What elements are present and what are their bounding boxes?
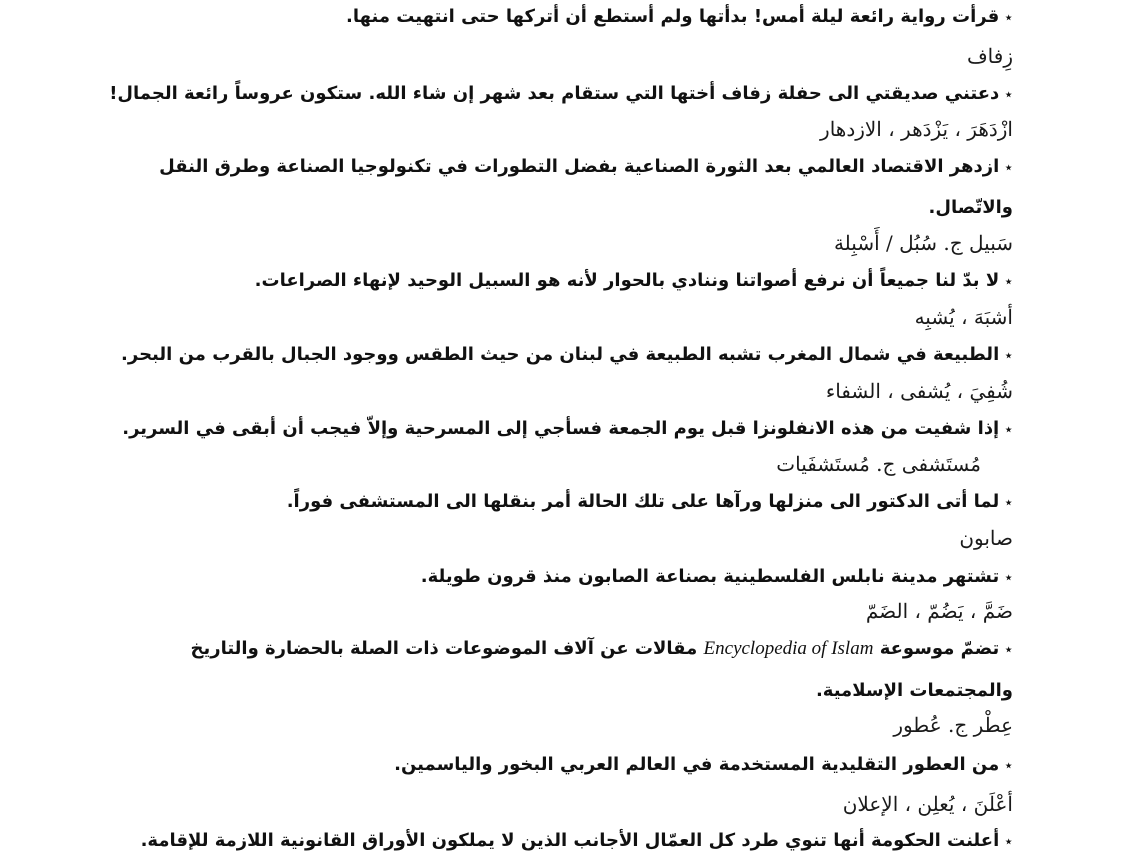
star-bullet-icon: ⋆ xyxy=(1004,570,1013,586)
star-bullet-icon: ⋆ xyxy=(1004,274,1013,290)
example-continuation: والاتّصال. xyxy=(928,197,1013,218)
vocabulary-word: صابون xyxy=(959,526,1013,550)
example-sentence xyxy=(346,6,1013,27)
example-text: من العطور التقليدية المستخدمة في العالم العربي البخور والياسمين. xyxy=(394,754,1000,775)
example-text: أعلنت الحكومة أنها تنوي طرد كل العمّال الأجانب الذين لا يملكون الأوراق القانونية اللازمة للإقامة. xyxy=(140,830,1000,851)
example-text: ازدهر الاقتصاد العالمي بعد الثورة الصناعية بفضل التطورات في تكنولوجيا الصناعة وطرق النقل xyxy=(159,156,1000,177)
example-continuation: والمجتمعات الإسلامية. xyxy=(815,680,1013,701)
example-text: دعتني صديقتي الى حفلة زفاف أختها التي ستقام بعد شهر إن شاء الله. ستكون عروساً رائعة الجمال! xyxy=(109,83,1000,104)
star-bullet-icon: ⋆ xyxy=(1004,348,1013,364)
example-text: قرأت رواية رائعة ليلة أمس! بدأتها ولم أستطع أن أتركها حتى انتهيت منها. xyxy=(346,6,1000,27)
example-sentence xyxy=(394,754,1013,775)
example-text: الطبيعة في شمال المغرب تشبه الطبيعة في لبنان من حيث الطقس ووجود الجبال بالقرب من البحر. xyxy=(121,344,1000,365)
example-sentence xyxy=(287,491,1013,512)
example-text: لا بدّ لنا جميعاً أن نرفع أصواتنا وننادي بالحوار لأنه هو السبيل الوحيد لإنهاء الصراعات. xyxy=(254,270,1000,291)
example-sentence xyxy=(255,270,1013,291)
example-sentence xyxy=(121,344,1013,365)
vocabulary-word: عِطْر ج. عُطور xyxy=(893,713,1013,737)
star-bullet-icon: ⋆ xyxy=(1004,87,1013,103)
vocabulary-word: ضَمَّ ، يَضُمّ ، الضَمّ xyxy=(865,599,1013,623)
example-sentence xyxy=(109,83,1013,104)
vocabulary-word: ازْدَهَرَ ، يَزْدَهر ، الازدهار xyxy=(820,117,1013,141)
star-bullet-icon: ⋆ xyxy=(1004,642,1013,658)
example-text-after: مقالات عن آلاف الموضوعات ذات الصلة بالحضارة والتاريخ xyxy=(190,638,698,659)
vocabulary-word: أشبَهَ ، يُشبِه xyxy=(914,305,1013,329)
example-sentence xyxy=(141,830,1013,851)
vocabulary-word: مُستَشفى ج. مُستَشفَيات xyxy=(776,452,981,476)
vocabulary-word: شُفِيَ ، يُشفى ، الشفاء xyxy=(825,379,1013,403)
star-bullet-icon: ⋆ xyxy=(1004,758,1013,774)
example-text-before: تضمّ موسوعة xyxy=(879,638,1000,659)
example-sentence xyxy=(159,156,1013,177)
encyclopedia-title: Encyclopedia of Islam xyxy=(703,638,874,659)
star-bullet-icon: ⋆ xyxy=(1004,422,1013,438)
star-bullet-icon: ⋆ xyxy=(1004,834,1013,850)
example-sentence xyxy=(421,566,1013,587)
vocabulary-word: زِفاف xyxy=(966,44,1013,68)
star-bullet-icon: ⋆ xyxy=(1004,10,1013,26)
star-bullet-icon: ⋆ xyxy=(1004,160,1013,176)
example-text: لما أتى الدكتور الى منزلها ورآها على تلك الحالة أمر بنقلها الى المستشفى فوراً. xyxy=(286,491,1000,512)
star-bullet-icon: ⋆ xyxy=(1004,495,1013,511)
example-text: تشتهر مدينة نابلس الفلسطينية بصناعة الصابون منذ قرون طويلة. xyxy=(420,566,1000,587)
example-sentence xyxy=(190,638,1013,660)
vocabulary-word: سَبيل ج. سُبُل / أَسْبِلة xyxy=(833,231,1013,255)
vocabulary-word: أعْلَنَ ، يُعلِن ، الإعلان xyxy=(842,792,1013,816)
example-sentence xyxy=(122,418,1013,439)
example-text: إذا شفيت من هذه الانفلونزا قبل يوم الجمعة فسأجي إلى المسرحية وإلاّ فيجب أن أبقى في السرير. xyxy=(122,418,1000,439)
